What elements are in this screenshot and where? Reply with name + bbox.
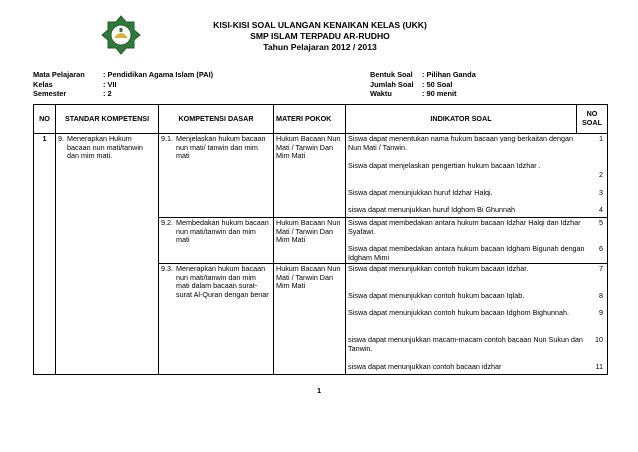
soal-number: 8 — [599, 291, 603, 300]
kd-number: 9.2. — [161, 218, 173, 227]
indikator-cell — [346, 264, 608, 375]
standar-kompetensi-cell — [56, 134, 159, 375]
soal-number: 11 — [595, 362, 603, 371]
school-name: SMP ISLAM TERPADU AR-RUDHO — [250, 31, 390, 41]
indikator-text: Siswa dapat menunjukkan contoh hukum bacaan Iqlab. — [348, 291, 525, 300]
col-header-no: NO — [34, 105, 56, 134]
document-title: KISI-KISI SOAL ULANGAN KENAIKAN KELAS (UKK) — [213, 20, 427, 30]
soal-number: 9 — [599, 308, 603, 317]
indikator-cell — [346, 218, 608, 264]
indikator-item — [346, 308, 607, 335]
indikator-item — [346, 134, 607, 161]
indikator-item — [346, 188, 607, 205]
meta-right — [370, 70, 476, 99]
indikator-text: siswa dapat menunjukkan huruf Idghom Bi Ghunnah — [348, 205, 516, 214]
soal-number: 2 — [599, 170, 603, 179]
col-header-no-soal: NO SOAL — [576, 105, 607, 133]
row-number: 1 — [34, 134, 56, 375]
document-header — [150, 20, 490, 53]
kompetensi-dasar-cell — [159, 264, 274, 375]
sk-text: Menerapkan Hukum bacaan nun mati/tanwin dan mim mati. — [67, 134, 143, 161]
meta-question-type: Bentuk Soal : Pilihan Ganda — [370, 70, 476, 79]
indikator-item — [346, 205, 607, 217]
indikator-item — [346, 362, 607, 374]
kd-text: Membedakan hukum bacaan nun mati/tanwin dan mim mati — [176, 218, 269, 245]
indikator-text: Siswa dapat menunjukkan contoh hukum bacaan Idzhar. — [348, 264, 529, 273]
indikator-text: siswa dapat menunjukkan contoh bacaan idzhar — [348, 362, 502, 371]
indikator-item — [346, 244, 607, 263]
school-emblem-icon — [100, 14, 142, 56]
col-header-standar-kompetensi: STANDAR KOMPETENSI — [56, 105, 159, 134]
indikator-item — [346, 335, 607, 362]
table-row — [34, 134, 608, 218]
soal-number: 1 — [599, 134, 603, 143]
table-header-row — [34, 105, 608, 134]
meta-time: Waktu : 90 menit — [370, 89, 457, 98]
soal-number: 10 — [595, 335, 603, 344]
kd-text: Menerapkan hukum bacaan nun mati/tanwin dan mim mati dalam bacaan surat-surat Al-Quran dengan benar — [176, 264, 269, 299]
soal-number: 5 — [599, 218, 603, 227]
indikator-text: Siswa dapat membedakan antara hukum bacaan Idgham Bigunah dengan Idgham Mimi — [348, 244, 585, 262]
kompetensi-dasar-cell — [159, 218, 274, 264]
materi-pokok-cell: Hukum Bacaan Nun Mati / Tanwin Dan Mim Mati — [274, 264, 346, 375]
indikator-item — [346, 161, 607, 188]
indikator-text: Siswa dapat menunjukkan huruf Idzhar Halqi. — [348, 188, 493, 197]
indikator-item — [346, 291, 607, 308]
indikator-text: Siswa dapat membedakan antara hukum bacaan Idzhar Halqi dan Idzhar Syafawi. — [348, 218, 581, 236]
materi-pokok-cell: Hukum Bacaan Nun Mati / Tanwin Dan Mim Mati — [274, 134, 346, 218]
indikator-text: Siswa dapat menunjukkan contoh hukum bacaan Idghom Bighunnah. — [348, 308, 569, 317]
meta-question-count: Jumlah Soal : 50 Soal — [370, 79, 453, 89]
indikator-cell — [346, 134, 608, 218]
soal-number: 6 — [599, 244, 603, 253]
meta-left — [33, 70, 213, 99]
academic-year: Tahun Pelajaran 2012 / 2013 — [263, 42, 377, 52]
meta-semester: Semester : 2 — [33, 89, 112, 98]
materi-pokok-cell: Hukum Bacaan Nun Mati / Tanwin Dan Mim Mati — [274, 218, 346, 264]
col-header-indikator-soal: INDIKATOR SOAL — [430, 113, 492, 123]
sk-number: 9. — [58, 134, 64, 143]
indikator-item — [346, 218, 607, 244]
kd-number: 9.3. — [161, 264, 173, 273]
indikator-text: siswa dapat menunjukkan macam-macam contoh bacaan Nun Sukun dan Tanwin. — [348, 335, 583, 353]
indikator-text: Siswa dapat menentukan nama hukum bacaan yang berkaitan dengan Nun Mati / Tanwin. — [348, 134, 573, 152]
indikator-item — [346, 264, 607, 291]
indikator-text: Siswa dapat menjelaskan pengertian hukum bacaan Idzhar . — [348, 161, 541, 170]
meta-subject: Mata Pelajaran : Pendidikan Agama Islam (PAI) — [33, 70, 214, 79]
kisi-kisi-table — [33, 104, 608, 375]
soal-number: 4 — [599, 205, 603, 214]
kd-number: 9.1. — [161, 134, 173, 143]
page-number: 1 — [316, 386, 322, 395]
soal-number: 7 — [599, 264, 603, 273]
kd-text: Menjelaskan hukum bacaan nun mati/ tanwin dan mim mati — [176, 134, 266, 161]
col-header-materi-pokok: MATERI POKOK — [274, 105, 346, 134]
kompetensi-dasar-cell — [159, 134, 274, 218]
col-header-indikator — [346, 105, 608, 134]
col-header-kompetensi-dasar: KOMPETENSI DASAR — [159, 105, 274, 134]
meta-class: Kelas : VII — [33, 79, 117, 89]
soal-number: 3 — [599, 188, 603, 197]
